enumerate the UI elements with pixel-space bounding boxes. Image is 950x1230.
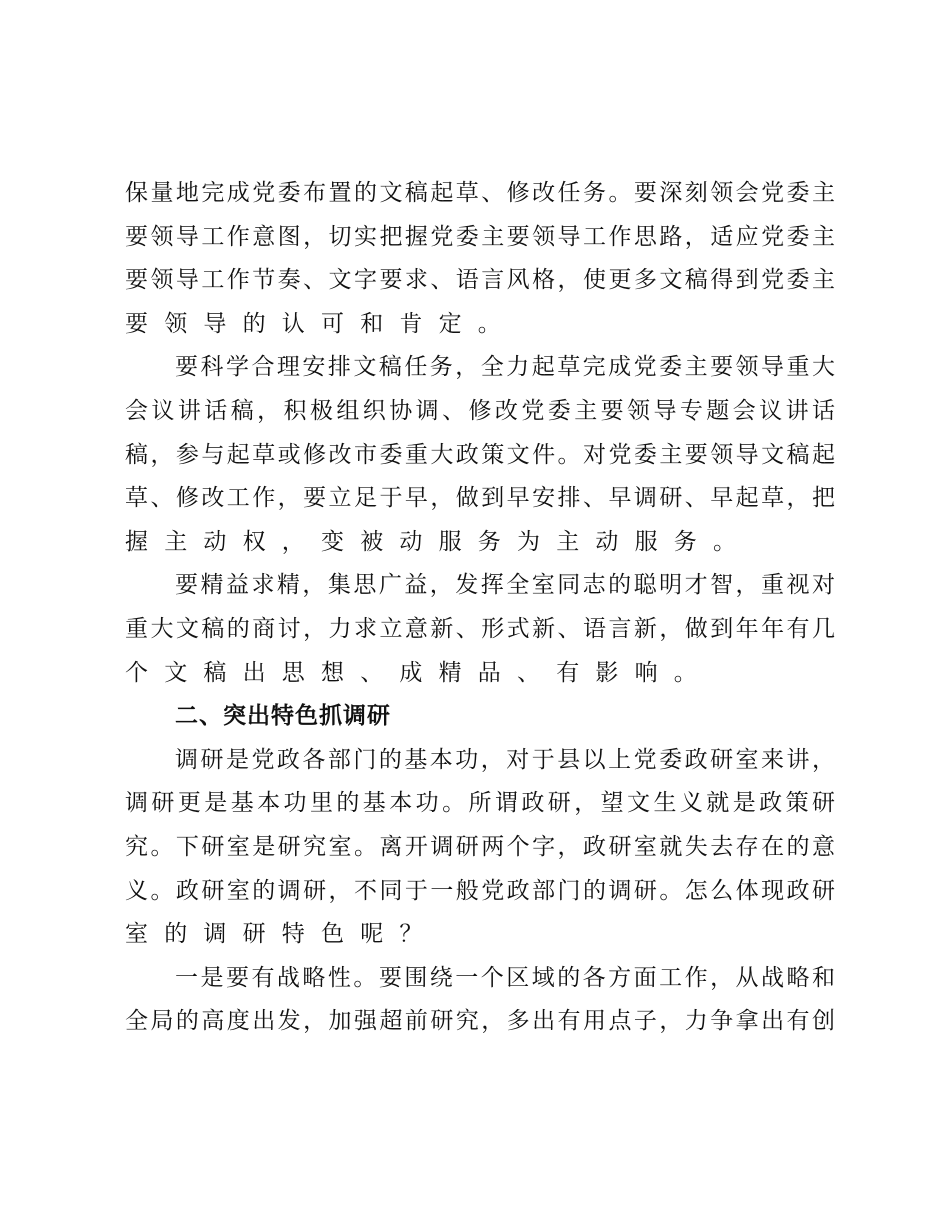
text-line: 要领导的认可和肯定。 — [125, 310, 517, 336]
text-line: 要领导工作节奏、文字要求、语言风格，使更多文稿得到党委主 — [125, 267, 835, 293]
paragraph — [125, 345, 835, 563]
paragraph — [125, 738, 835, 956]
text-line: 重大文稿的商讨，力求立意新、形式新、语言新，做到年年有几 — [125, 615, 835, 641]
text-line: 握主动权，变被动服务为主动服务。 — [125, 528, 753, 554]
text-line: 草、修改工作，要立足于早，做到早安排、早调研、早起草，把 — [125, 485, 835, 511]
text-line: 一是要有战略性。要围绕一个区域的各方面工作，从战略和 — [175, 964, 835, 990]
section-heading — [125, 694, 835, 738]
paragraph — [125, 956, 835, 1043]
text-line: 会议讲话稿，积极组织协调、修改党委主要领导专题会议讲话 — [125, 397, 835, 423]
text-line: 室的调研特色呢？ — [125, 921, 439, 947]
text-line: 义。政研室的调研，不同于一般党政部门的调研。怎么体现政研 — [125, 877, 835, 903]
text-line: 调研是党政各部门的基本功，对于县以上党委政研室来讲， — [175, 746, 835, 772]
paragraph — [125, 171, 835, 345]
text-line: 要领导工作意图，切实把握党委主要领导工作思路，适应党委主 — [125, 223, 835, 249]
paragraph — [125, 563, 835, 694]
text-line: 要精益求精，集思广益，发挥全室同志的聪明才智，重视对 — [175, 572, 835, 598]
text-line: 稿，参与起草或修改市委重大政策文件。对党委主要领导文稿起 — [125, 441, 835, 467]
text-line: 调研更是基本功里的基本功。所谓政研，望文生义就是政策研 — [125, 790, 835, 816]
text-line: 个文稿出思想、成精品、有影响。 — [125, 659, 713, 685]
text-line: 全局的高度出发，加强超前研究，多出有用点子，力争拿出有创 — [125, 1008, 835, 1034]
text-line: 究。下研室是研究室。离开调研两个字，政研室就失去存在的意 — [125, 833, 835, 859]
heading-text: 二、突出特色抓调研 — [175, 702, 391, 729]
document-page — [125, 171, 835, 1043]
text-line: 保量地完成党委布置的文稿起草、修改任务。要深刻领会党委主 — [125, 180, 835, 205]
text-line: 要科学合理安排文稿任务，全力起草完成党委主要领导重大 — [175, 354, 835, 380]
